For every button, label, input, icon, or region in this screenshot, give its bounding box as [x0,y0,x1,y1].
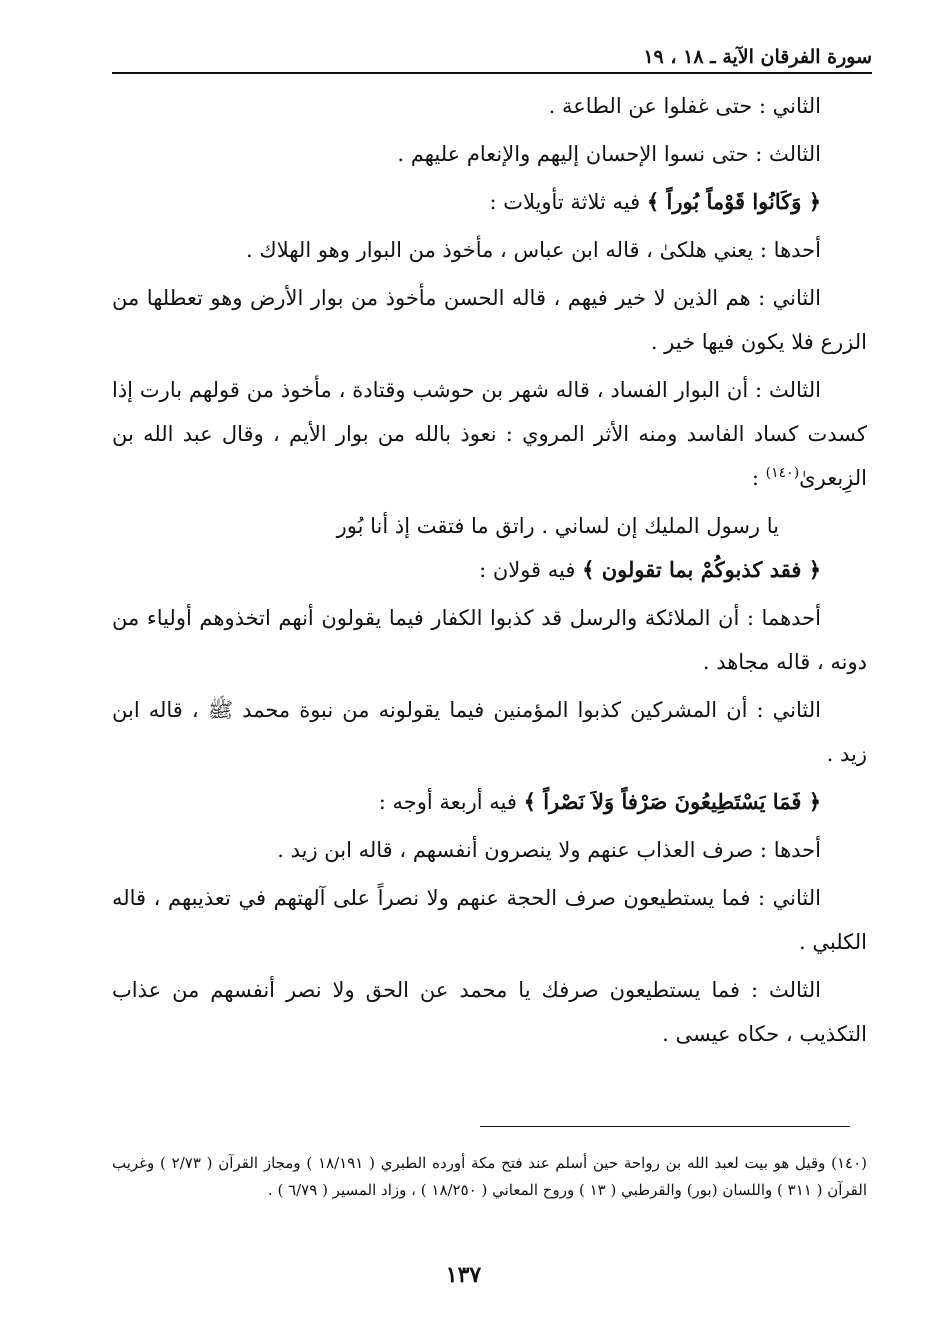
page-number: ١٣٧ [445,1262,482,1288]
footnote-separator [480,1126,850,1127]
footnotes [112,1150,867,1204]
paragraph: الثالث : أن البوار الفساد ، قاله شهر بن حوشب وقتادة ، مأخوذ من قولهم بارت إذا كسدت كساد الفاسد ومنه الأثر المروي : نعوذ بالله من بوار الأيم ، وقال عبد الله بن الزِبعرىٰ$^{(١٤٠)}$ : [112,378,867,490]
running-header [112,40,872,74]
paragraph: الثاني : أن المشركين كذبوا المؤمنين فيما يقولونه من نبوة محمد ﷺ ، قاله ابن زيد . [112,698,867,766]
poetry-verse: يا رسول المليك إن لساني . راتق ما فتقت إذ أنا بُور [336,514,779,538]
quran-quote: ﴿ فَمَا يَسْتَطِيعُونَ صَرْفاً وَلاَ نَصْراً ﴾ [523,789,821,814]
running-title: سورة الفرقان الآية ـ ١٨ ، ١٩ [643,46,872,68]
paragraph: الثالث : فما يستطيعون صرفك يا محمد عن الحق ولا نصر أنفسهم من عذاب التكذيب ، حكاه عيسى . [112,978,867,1046]
header-rule [112,72,872,74]
paragraph: أحدها : يعني هلكىٰ ، قاله ابن عباس ، مأخوذ من البوار وهو الهلاك . [246,238,821,262]
quran-quote: ﴿ فقد كذبوكُمْ بما تقولون ﴾ [582,557,821,582]
paragraph: الثاني : هم الذين لا خير فيهم ، قاله الحسن مأخوذ من بوار الأرض وهو تعطلها من الزرع فلا يكون فيها خير . [112,286,867,354]
quran-verse-heading: ﴿ فقد كذبوكُمْ بما تقولون ﴾ فيه قولان : [479,557,821,582]
paragraph: الثاني : فما يستطيعون صرف الحجة عنهم ولا نصراً على آلهتهم في تعذيبهم ، قاله الكلبي . [112,886,867,954]
paragraph: أحدها : صرف العذاب عنهم ولا ينصرون أنفسهم ، قاله ابن زيد . [277,838,821,862]
main-text [112,84,867,1060]
quran-verse-heading: ﴿ وَكَانُوا قَوْماً بُوراً ﴾ فيه ثلاثة تأويلات : [489,189,821,214]
footnote: (١٤٠) وقيل هو بيت لعبد الله بن رواحة حين أسلم عند فتح مكة أورده الطبري ( ١٨/١٩١ ) ومجاز القرآن ( ٢/٧٣ ) وغريب القرآن ( ٣١١ ) واللسان (بور) والقرطبي ( ١٣ ) وروح المعاني ( ١٨/٢٥٠ ) ، وزاد المسير ( ٦/٧٩ ) . [112,1154,868,1199]
quran-verse-heading: ﴿ فَمَا يَسْتَطِيعُونَ صَرْفاً وَلاَ نَصْراً ﴾ فيه أربعة أوجه : [378,789,821,814]
footnote-reference: (١٤٠) [765,465,800,481]
quran-quote: ﴿ وَكَانُوا قَوْماً بُوراً ﴾ [646,189,821,214]
paragraph: أحدهما : أن الملائكة والرسل قد كذبوا الكفار فيما يقولون أنهم اتخذوهم أولياء من دونه ، قاله مجاهد . [112,606,867,674]
paragraph: الثالث : حتى نسوا الإحسان إليهم والإنعام عليهم . [397,142,821,166]
paragraph: الثاني : حتى غفلوا عن الطاعة . [548,94,821,118]
